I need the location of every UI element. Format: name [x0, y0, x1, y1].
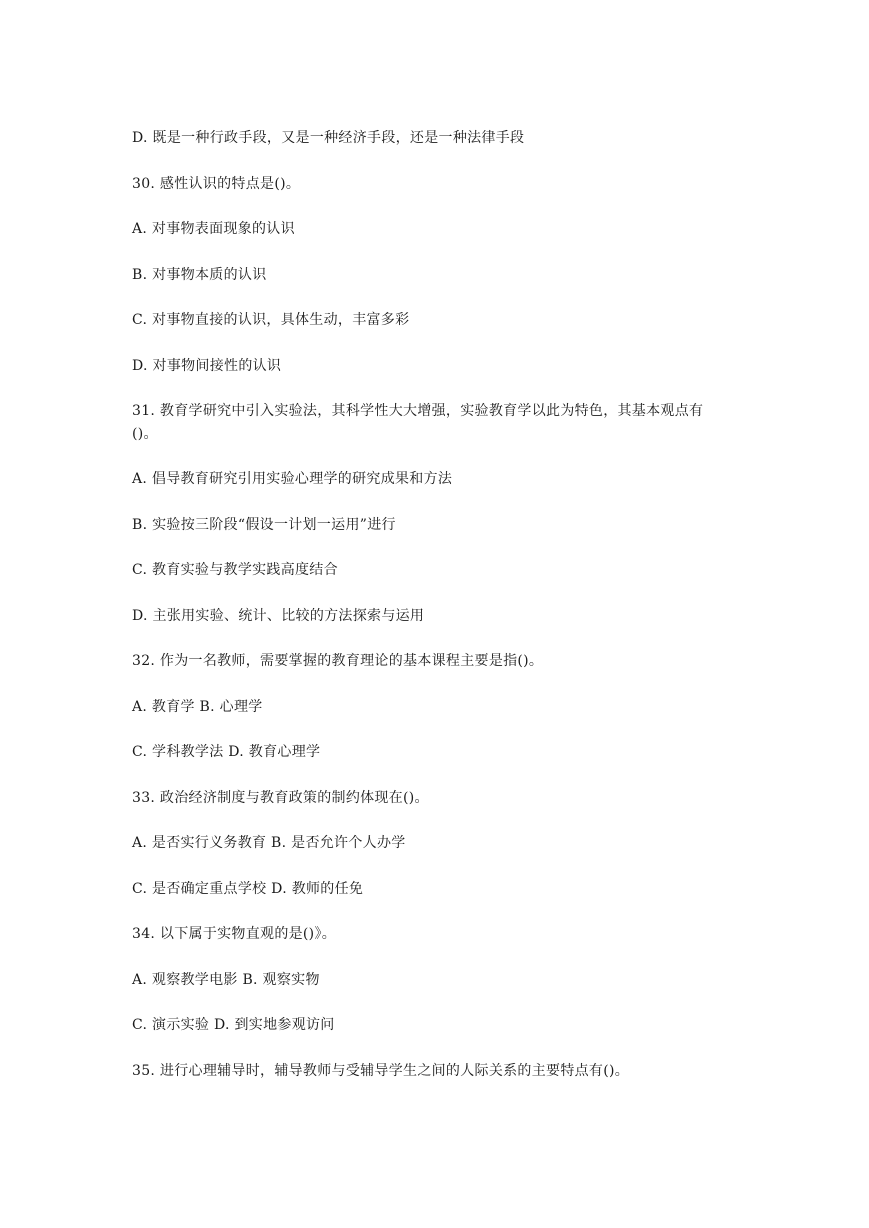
q35-question: 35. 进行心理辅导时，辅导教师与受辅导学生之间的人际关系的主要特点有()。	[132, 1063, 630, 1079]
q33-question: 33. 政治经济制度与教育政策的制约体现在()。	[132, 790, 429, 806]
q30-option-c: C. 对事物直接的认识，具体生动，丰富多彩	[132, 312, 410, 328]
q33-options-cd: C. 是否确定重点学校 D. 教师的任免	[132, 881, 364, 897]
q34-options-ab: A. 观察教学电影 B. 观察实物	[132, 972, 320, 988]
q31-option-d: D. 主张用实验、统计、比较的方法探索与运用	[132, 608, 425, 624]
q31-option-c: C. 教育实验与教学实践高度结合	[132, 562, 338, 578]
q34-options-cd: C. 演示实验 D. 到实地参观访问	[132, 1017, 335, 1033]
q30-option-d: D. 对事物间接性的认识	[132, 358, 282, 374]
q32-options-ab: A. 教育学 B. 心理学	[132, 699, 263, 715]
q31-question-cont: ()。	[132, 426, 158, 442]
q31-option-a: A. 倡导教育研究引用实验心理学的研究成果和方法	[132, 471, 453, 487]
q30-option-a: A. 对事物表面现象的认识	[132, 221, 295, 237]
q29-option-d: D. 既是一种行政手段，又是一种经济手段，还是一种法律手段	[132, 130, 525, 146]
q31-option-b: B. 实验按三阶段“假设一计划一运用”进行	[132, 517, 396, 533]
q31-question: 31. 教育学研究中引入实验法，其科学性大大增强，实验教育学以此为特色，其基本观点有	[132, 403, 704, 419]
q32-options-cd: C. 学科教学法 D. 教育心理学	[132, 744, 321, 760]
q33-options-ab: A. 是否实行义务教育 B. 是否允许个人办学	[132, 835, 406, 851]
q34-question: 34. 以下属于实物直观的是()》。	[132, 926, 337, 942]
q30-option-b: B. 对事物本质的认识	[132, 267, 267, 283]
q32-question: 32. 作为一名教师，需要掌握的教育理论的基本课程主要是指()。	[132, 653, 544, 669]
q30-question: 30. 感性认识的特点是()。	[132, 176, 301, 192]
